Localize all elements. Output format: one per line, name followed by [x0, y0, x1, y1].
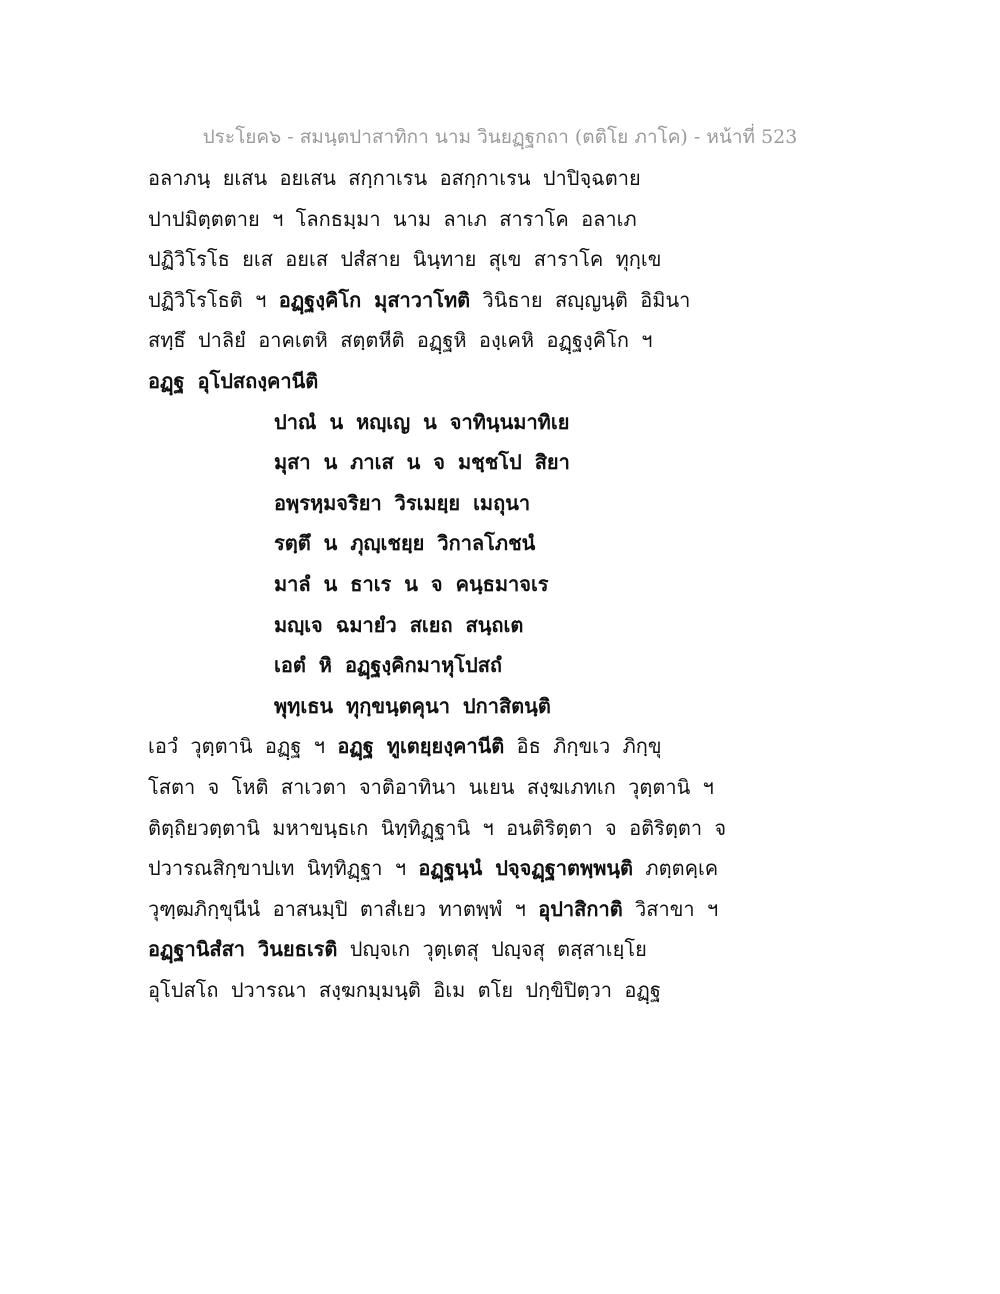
text-segment: ปญฺจเก วุตฺเตสุ ปญฺจสุ ตสฺสาเยฺโย: [337, 937, 647, 962]
verse-line: [148, 483, 868, 524]
text-line: [148, 361, 868, 402]
text-segment: อิธ ภิกฺขเว ภิกฺขุ: [504, 734, 662, 759]
text-segment: ภตฺตคฺเค: [633, 856, 719, 881]
document-body: [148, 158, 868, 1010]
text-segment: อุโปสโถ ปวารณา สงฺฆกมฺมนฺติ อิเม ตโย ปกฺขิปิตฺวา อฏฺฐ: [148, 977, 661, 1002]
bold-term: อฏฺฐนฺนํ ปจฺจฏฺฐาตพฺพนฺติ: [418, 856, 634, 881]
bold-term: เอตํ หิ อฏฺฐงฺคิกมาหุโปสถํ: [274, 653, 503, 678]
bold-term: พุทฺเธน ทุกฺขนฺตคุนา ปกาสิตนฺติ: [274, 693, 551, 718]
text-segment: ปาปมิตฺตตาย ฯ โลกธมฺมา นาม ลาเภ สาราโค อลาเภ: [148, 206, 637, 231]
text-segment: สทฺธึ ปาลิยํ อาคเตหิ สตฺตหีติ อฏฺฐหิ องฺเคหิ อฏฺฐงฺคิโก ฯ: [148, 328, 653, 353]
text-segment: อลาภนฺ ยเสน อยเสน สกฺกาเรน อสกฺกาเรน ปาปิจฺฉตาย: [148, 166, 641, 190]
text-line: [148, 767, 868, 808]
text-segment: ติตฺถิยวตฺตานิ มหาขนฺธเก นิทฺทิฏฺฐานิ ฯ อนติริตฺตา จ อติริตฺตา จ: [148, 815, 727, 840]
text-line: [148, 199, 868, 240]
text-line: [148, 848, 868, 889]
verse-line: [148, 523, 868, 564]
text-line: [148, 889, 868, 930]
bold-term: อุปาสิกาติ: [538, 896, 623, 921]
text-line: [148, 929, 868, 970]
bold-term: อฏฺฐ อุโปสถงฺคานีติ: [148, 368, 319, 393]
page-header: ประโยค๖ - สมนฺตปาสาทิกา นาม วินยฏฺฐกถา (ตติโย ภาโค) - หน้าที่ 523: [202, 126, 798, 148]
text-line: [148, 808, 868, 849]
bold-term: มุสา น ภาเส น จ มชฺชโป สิยา: [274, 450, 570, 475]
verse-line: [148, 564, 868, 605]
text-segment: เอวํ วุตฺตานิ อฏฺฐ ฯ: [148, 734, 338, 759]
text-segment: วินิธาย สญฺญนฺติ อิมินา: [470, 287, 691, 312]
bold-term: อฏฺฐานิสํสา วินยธเรติ: [148, 937, 338, 962]
text-line: [148, 280, 868, 321]
bold-term: ปาณํ น หญฺเญ น จาทินฺนมาทิเย: [274, 409, 570, 434]
bold-term: มญฺเจ ฉมายํว สเยถ สนฺถเต: [274, 612, 524, 637]
verse-line: [148, 402, 868, 443]
verse-line: [148, 605, 868, 646]
bold-term: มาลํ น ธาเร น จ คนฺธมาจเร: [274, 571, 549, 596]
bold-term: อฏฺฐ ทูเตยฺยงฺคานีติ: [337, 734, 505, 759]
text-line: [148, 970, 868, 1011]
text-segment: ปวารณสิกฺขาปเท นิทฺทิฏฺฐา ฯ: [148, 856, 419, 881]
text-line: [148, 158, 868, 199]
text-segment: โสตา จ โหติ สาเวตา จาติอาทินา นเยน สงฺฆเภทเก วุตฺตานิ ฯ: [148, 774, 714, 799]
verse-line: [148, 442, 868, 483]
verse-line: [148, 645, 868, 686]
text-segment: ปฏิวิโรโธติ ฯ: [148, 287, 279, 312]
bold-term: รตฺตึ น ภุญฺเชยฺย วิกาลโภชนํ: [274, 531, 536, 556]
text-line: [148, 726, 868, 767]
text-line: [148, 320, 868, 361]
verse-line: [148, 686, 868, 727]
bold-term: อพฺรหฺมจริยา วิรเมยฺย เมถุนา: [274, 490, 531, 515]
text-segment: ปฏิวิโรโธ ยเส อยเส ปสํสาย นินฺทาย สุเข สาราโค ทุกฺเข: [148, 247, 662, 272]
text-line: [148, 239, 868, 280]
text-segment: วุฑฺฒภิกฺขุนีนํ อาสนมฺปิ ตาสํเยว ทาตพฺพํ ฯ: [148, 896, 539, 921]
text-segment: วิสาขา ฯ: [622, 896, 719, 921]
bold-term: อฏฺฐงฺคิโก มุสาวาโทติ: [278, 287, 471, 312]
